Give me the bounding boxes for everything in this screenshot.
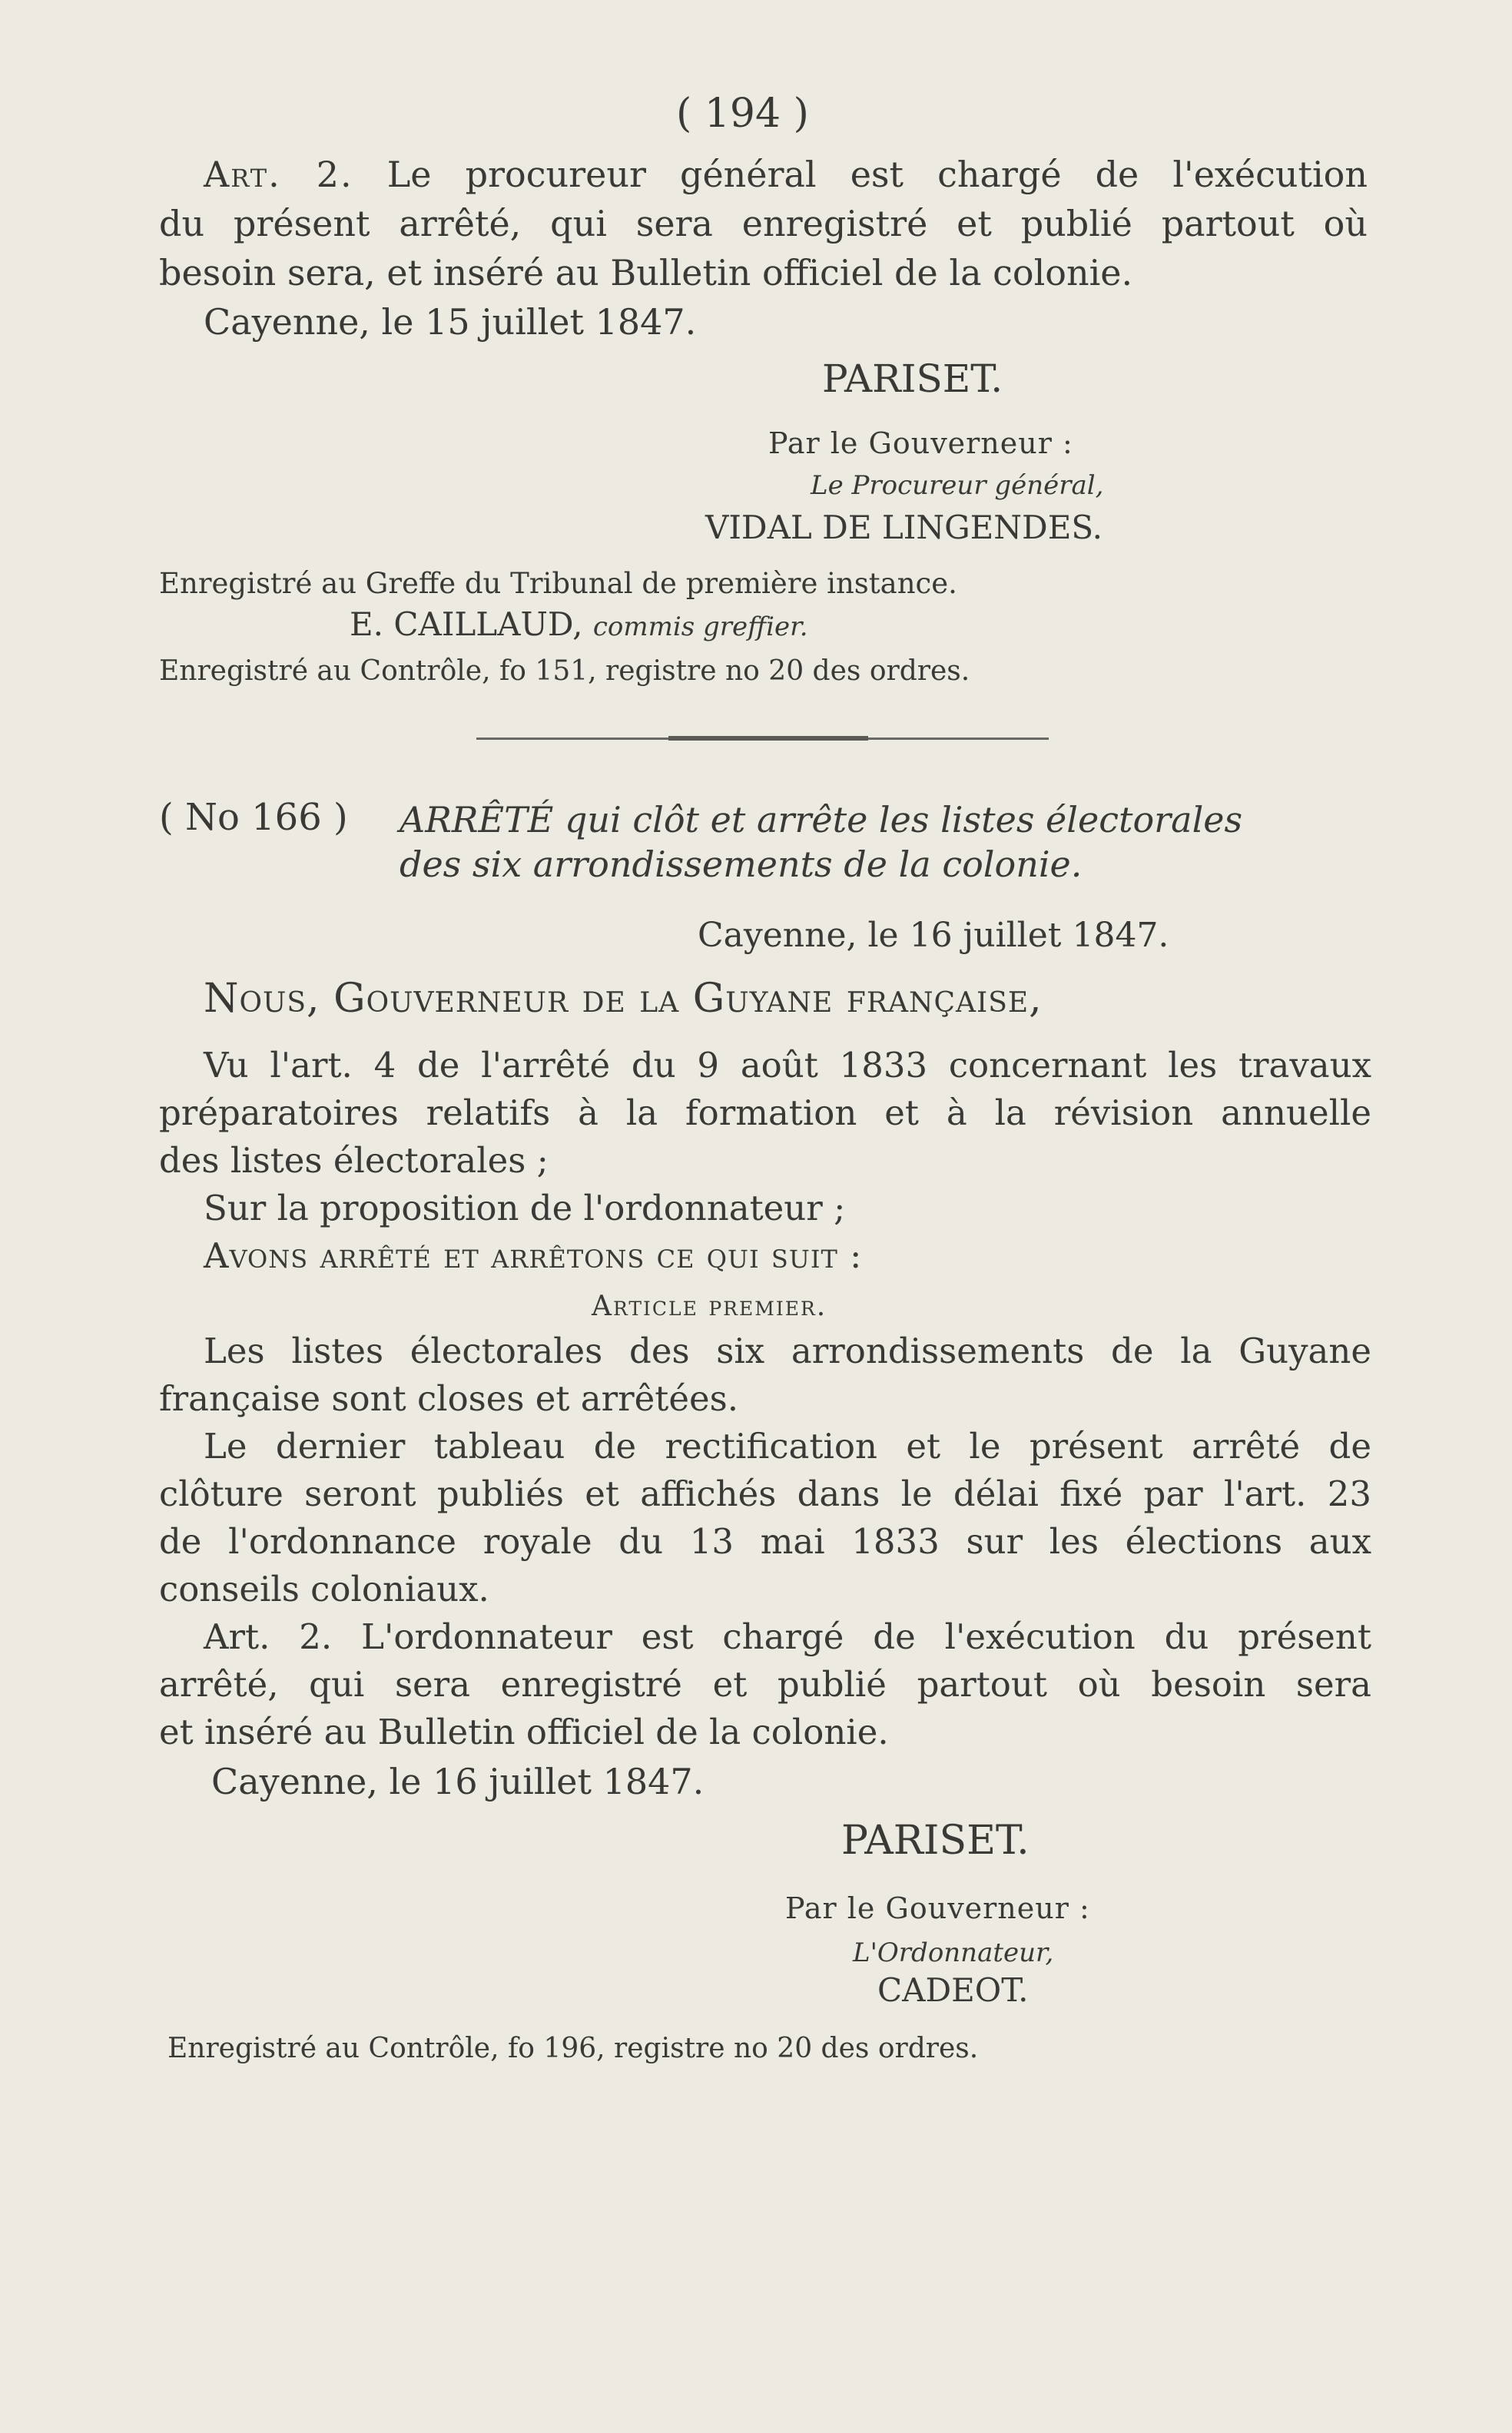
- vu-line-1: Vu l'art. 4 de l'arrêté du 9 août 1833 concernant les travaux: [204, 1045, 1371, 1086]
- par-le-gouverneur: Par le Gouverneur :: [768, 426, 1073, 460]
- greffier-line: [350, 605, 808, 643]
- separator-ornament: [668, 736, 868, 741]
- p1-line-2: française sont closes et arrêtées.: [159, 1378, 739, 1419]
- role-ordonnateur: L'Ordonnateur,: [853, 1937, 1054, 1968]
- page-number: ( 194 ): [676, 91, 809, 137]
- vu-line-2: préparatoires relatifs à la formation et à la révision annuelle: [159, 1092, 1371, 1133]
- p2-line-1: Le dernier tableau de rectification et le présent arrêté de: [204, 1426, 1371, 1467]
- art2-label: Art. 2.: [204, 154, 353, 195]
- art2-line-1: [204, 154, 1368, 195]
- p2-line-3: de l'ordonnance royale du 13 mai 1833 sur les élections aux: [159, 1521, 1371, 1562]
- p2-line-2: clôture seront publiés et affichés dans le délai fixé par l'art. 23: [159, 1473, 1371, 1514]
- nous-line: Nous, Gouverneur de la Guyane française,: [204, 976, 1043, 1022]
- p1-line-1: Les listes électorales des six arrondissements de la Guyane: [204, 1331, 1371, 1371]
- par-le-gouverneur-2: Par le Gouverneur :: [785, 1891, 1090, 1925]
- art2b-line-3: et inséré au Bulletin officiel de la colonie.: [159, 1712, 889, 1752]
- sur-line: Sur la proposition de l'ordonnateur ;: [204, 1188, 846, 1228]
- greffe-line: Enregistré au Greffe du Tribunal de première instance.: [159, 567, 957, 600]
- art2-line-2: du présent arrêté, qui sera enregistré et publié partout où: [159, 203, 1368, 244]
- date-line-2: Cayenne, le 16 juillet 1847.: [211, 1761, 705, 1802]
- date-line: Cayenne, le 15 juillet 1847.: [204, 301, 697, 343]
- decree-title-line-1: ARRÊTÉ qui clôt et arrête les listes électorales: [400, 799, 1243, 840]
- vu-line-3: des listes électorales ;: [159, 1140, 549, 1181]
- official-name: VIDAL DE LINGENDES.: [705, 509, 1103, 546]
- art2b-line-1: Art. 2. L'ordonnateur est chargé de l'exécution du présent: [204, 1616, 1371, 1657]
- article-heading: Article premier.: [592, 1291, 827, 1322]
- greffier-role: commis greffier.: [592, 612, 808, 642]
- art2b-line-2: arrêté, qui sera enregistré et publié partout où besoin sera: [159, 1664, 1371, 1705]
- official-name-2: CADEOT.: [877, 1971, 1029, 2009]
- p2-line-4: conseils coloniaux.: [159, 1569, 489, 1609]
- controle-line-1: Enregistré au Contrôle, fo 151, registre no 20 des ordres.: [159, 655, 970, 687]
- decree-title-line-2: des six arrondissements de la colonie.: [400, 844, 1083, 885]
- signature-pariset-2: PARISET.: [841, 1818, 1030, 1864]
- role-procureur: Le Procureur général,: [811, 470, 1104, 501]
- controle-line-2: Enregistré au Contrôle, fo 196, registre no 20 des ordres.: [167, 2033, 979, 2064]
- avons-line: Avons arrêté et arrêtons ce qui suit :: [204, 1235, 863, 1276]
- signature-pariset: PARISET.: [822, 356, 1003, 401]
- greffier-name: E. CAILLAUD,: [350, 605, 583, 643]
- art2-text: Le procureur général est chargé de l'exécution: [386, 154, 1368, 195]
- art2-line-3: besoin sera, et inséré au Bulletin officiel de la colonie.: [159, 252, 1133, 293]
- place-date: Cayenne, le 16 juillet 1847.: [698, 916, 1169, 955]
- decree-number: ( No 166 ): [159, 796, 348, 839]
